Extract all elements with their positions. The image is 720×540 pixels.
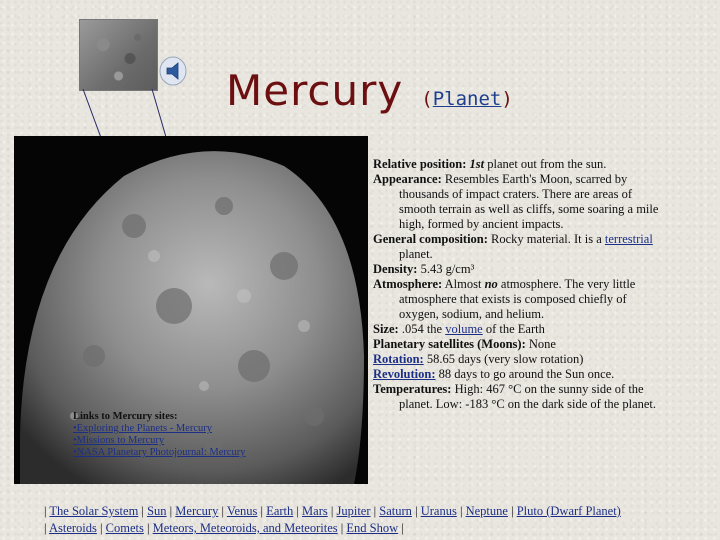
footer-separator: | xyxy=(138,504,148,518)
footer-link-uranus[interactable]: Uranus xyxy=(420,504,457,518)
footer-link-mars[interactable]: Mars xyxy=(302,504,328,518)
fact-appearance: Appearance: Resembles Earth's Moon, scarred by thousands of impact craters. There are areas of smooth terrain as well as cliffs, some soaring a mile high, formed by ancient impacts. xyxy=(373,172,659,231)
fact-composition: General composition: Rocky material. It is a terrestrial planet. xyxy=(373,232,653,261)
footer-separator: | xyxy=(44,504,50,518)
mercury-thumbnail-image[interactable] xyxy=(79,19,158,91)
footer-link-neptune[interactable]: Neptune xyxy=(465,504,508,518)
footer-link-the-solar-system[interactable]: The Solar System xyxy=(49,504,139,518)
link-missions-to-mercury[interactable]: •Missions to Mercury xyxy=(73,435,165,446)
footer-link-jupiter[interactable]: Jupiter xyxy=(336,504,371,518)
footer-separator: | xyxy=(327,504,337,518)
footer-separator: | xyxy=(507,504,517,518)
page-title xyxy=(226,66,513,116)
footer-separator: | xyxy=(257,504,267,518)
link-exploring-planets[interactable]: •Exploring the Planets - Mercury xyxy=(73,423,212,434)
terrestrial-link[interactable]: terrestrial xyxy=(604,232,653,246)
facts-panel xyxy=(373,157,663,412)
planet-link[interactable]: Planet xyxy=(432,88,502,110)
title-subtitle: (Planet) xyxy=(421,88,513,110)
fact-revolution: Revolution: 88 days to go around the Sun once. xyxy=(373,367,615,381)
link-nasa-photojournal[interactable]: •NASA Planetary Photojournal: Mercury xyxy=(73,447,246,458)
footer-separator: | xyxy=(143,521,153,535)
fact-density: Density: 5.43 g/cm³ xyxy=(373,262,475,276)
fact-temperatures: Temperatures: High: 467 °C on the sunny side of the planet. Low: -183 °C on the dark side of the planet. xyxy=(373,382,657,411)
footer-separator: | xyxy=(337,521,347,535)
fact-rotation: Rotation: 58.65 days (very slow rotation) xyxy=(373,352,584,366)
fact-position: Relative position: 1st planet out from the sun. xyxy=(373,157,607,171)
footer-separator: | xyxy=(370,504,380,518)
footer-link-end-show[interactable]: End Show xyxy=(346,521,399,535)
footer-separator: | xyxy=(218,504,227,518)
fact-size: Size: .054 the volume of the Earth xyxy=(373,322,545,336)
footer-separator: | xyxy=(96,521,106,535)
revolution-link[interactable]: Revolution: xyxy=(373,367,436,381)
footer-link-venus[interactable]: Venus xyxy=(226,504,258,518)
footer-separator: | xyxy=(398,521,404,535)
fact-atmosphere: Atmosphere: Almost no atmosphere. The very little atmosphere that exists is composed chiefly of oxygen, sodium, and helium. xyxy=(373,277,636,321)
footer-link-meteors-meteoroids-and-meteorites[interactable]: Meteors, Meteoroids, and Meteorites xyxy=(152,521,338,535)
footer-link-pluto-dwarf-planet[interactable]: Pluto (Dwarf Planet) xyxy=(516,504,621,518)
rotation-link[interactable]: Rotation: xyxy=(373,352,424,366)
mercury-links-box xyxy=(73,411,283,459)
speaker-sound-icon[interactable] xyxy=(158,56,188,86)
links-heading: Links to Mercury sites: xyxy=(73,411,178,422)
footer-separator: | xyxy=(293,504,303,518)
footer-link-sun[interactable]: Sun xyxy=(147,504,167,518)
title-mercury: Mercury xyxy=(226,66,404,115)
footer-link-earth[interactable]: Earth xyxy=(266,504,294,518)
footer-link-mercury[interactable]: Mercury xyxy=(175,504,219,518)
footer-separator: | xyxy=(456,504,466,518)
volume-link[interactable]: volume xyxy=(445,322,483,336)
footer-separator: | xyxy=(166,504,176,518)
footer-separator: | xyxy=(411,504,421,518)
footer-separator: | xyxy=(44,521,49,535)
footer-link-comets[interactable]: Comets xyxy=(105,521,144,535)
navigation-footer xyxy=(44,503,714,537)
footer-link-saturn[interactable]: Saturn xyxy=(379,504,412,518)
footer-link-asteroids[interactable]: Asteroids xyxy=(48,521,97,535)
fact-satellites: Planetary satellites (Moons): None xyxy=(373,337,556,351)
